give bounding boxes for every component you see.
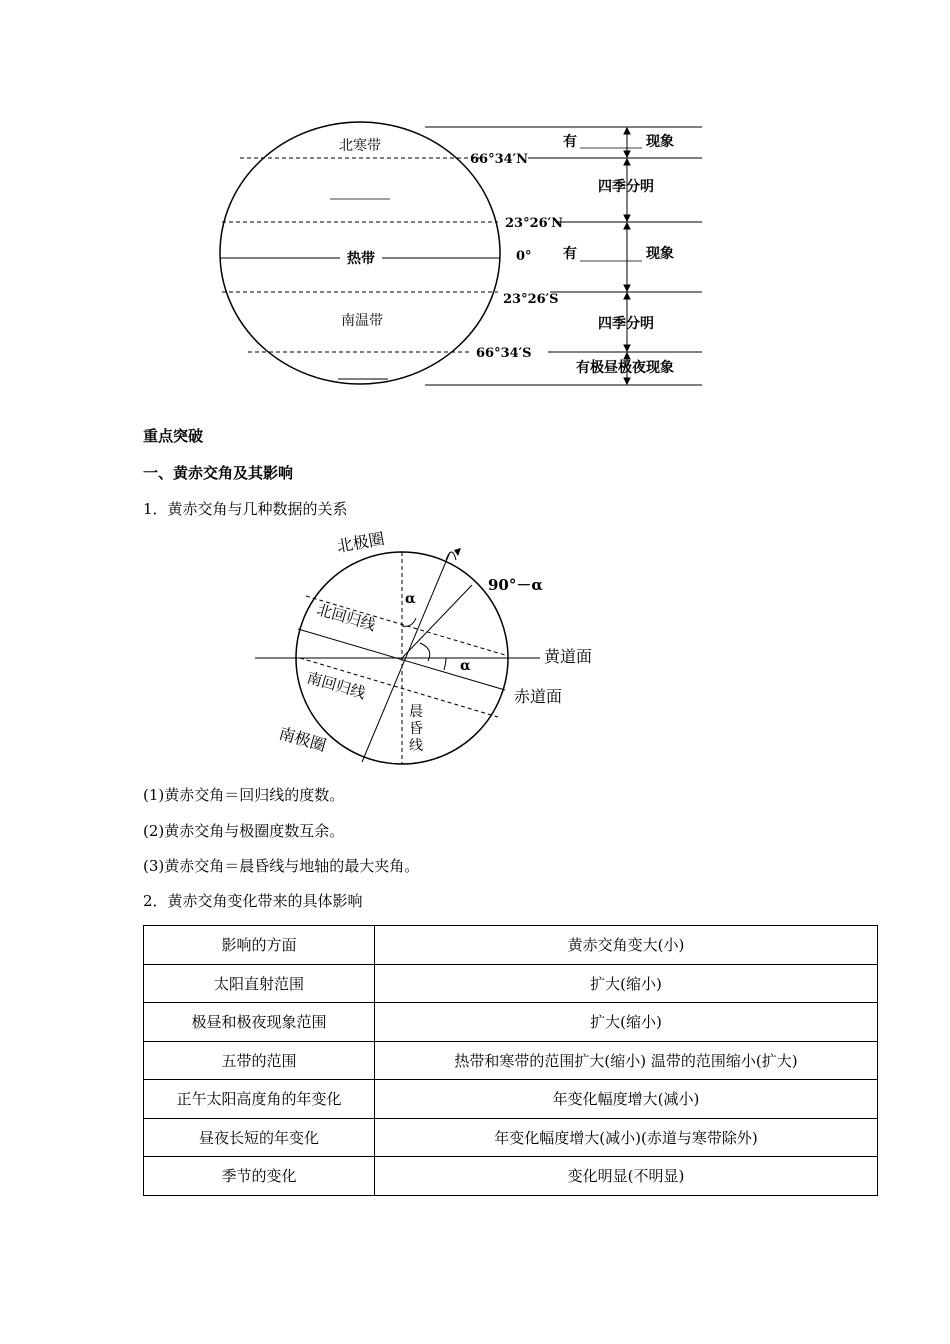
table-row: [144, 1003, 878, 1042]
label-ecliptic: 黄道面: [544, 647, 593, 666]
table-cell: 极昼和极夜现象范围: [144, 1003, 375, 1042]
table-row: [144, 964, 878, 1003]
sub-heading: 一、黄赤交角及其影响: [143, 464, 294, 482]
right-label-2: 四季分明: [598, 179, 654, 195]
table-cell: 昼夜长短的年变化: [144, 1118, 375, 1157]
right-label-3-post: 现象: [646, 246, 674, 262]
item-1-title: 1．黄赤交角与几种数据的关系: [143, 500, 348, 518]
table-cell: 扩大(缩小): [375, 1003, 878, 1042]
label-north-polar: 北极圈: [335, 530, 386, 556]
table-cell: 年变化幅度增大(减小)(赤道与寒带除外): [375, 1118, 878, 1157]
lat-66-south: 66°34′S: [476, 346, 532, 361]
table-row: [144, 1080, 878, 1119]
table-header-cell: 影响的方面: [144, 926, 375, 965]
table-row: [144, 1041, 878, 1080]
label-terminator-1: 晨: [409, 704, 423, 720]
zone-label-tropical: 热带: [347, 251, 375, 267]
label-south-polar: 南极圈: [276, 723, 329, 756]
lat-equator: 0°: [516, 249, 532, 264]
impact-table: [143, 925, 878, 1196]
table-cell: 扩大(缩小): [375, 964, 878, 1003]
climate-zones-diagram: [210, 115, 710, 394]
label-south-tropic: 南回归线: [304, 668, 368, 703]
label-terminator-3: 线: [409, 738, 423, 754]
right-label-1-pre: 有: [563, 134, 577, 150]
table-cell: 季节的变化: [144, 1157, 375, 1196]
lat-66-north: 66°34′N: [470, 152, 528, 167]
item-2-title: 2．黄赤交角变化带来的具体影响: [143, 892, 363, 910]
point-3: (3)黄赤交角＝晨昏线与地轴的最大夹角。: [143, 857, 420, 875]
table-header-cell: 黄赤交角变大(小): [375, 926, 878, 965]
point-2: (2)黄赤交角与极圈度数互余。: [143, 822, 345, 840]
point-1: (1)黄赤交角＝回归线的度数。: [143, 786, 345, 804]
label-angle-complement: 90°－α: [488, 576, 543, 594]
table-row: [144, 1157, 878, 1196]
label-alpha-top: α: [405, 591, 416, 607]
table-cell: 太阳直射范围: [144, 964, 375, 1003]
section-heading: 重点突破: [143, 427, 204, 445]
obliquity-angle-diagram: [250, 530, 610, 774]
table-cell: 五带的范围: [144, 1041, 375, 1080]
label-equator-plane: 赤道面: [514, 687, 563, 706]
label-terminator-2: 昏: [409, 721, 423, 737]
lat-23-north: 23°26′N: [505, 216, 563, 231]
table-cell: 热带和寒带的范围扩大(缩小) 温带的范围缩小(扩大): [375, 1041, 878, 1080]
table-row: [144, 1118, 878, 1157]
table-cell: 变化明显(不明显): [375, 1157, 878, 1196]
label-alpha-bottom: α: [460, 658, 471, 674]
zone-label-south-temperate: 南温带: [341, 313, 383, 329]
table-cell: 年变化幅度增大(减小): [375, 1080, 878, 1119]
right-label-3-pre: 有: [563, 246, 577, 262]
right-label-4: 四季分明: [598, 316, 654, 332]
zone-label-north-frigid: 北寒带: [339, 138, 381, 154]
table-header-row: [144, 926, 878, 965]
right-label-1-post: 现象: [646, 134, 674, 150]
label-north-tropic: 北回归线: [314, 600, 378, 635]
lat-23-south: 23°26′S: [503, 292, 559, 307]
table-cell: 正午太阳高度角的年变化: [144, 1080, 375, 1119]
right-label-5: 有极昼极夜现象: [576, 360, 674, 376]
